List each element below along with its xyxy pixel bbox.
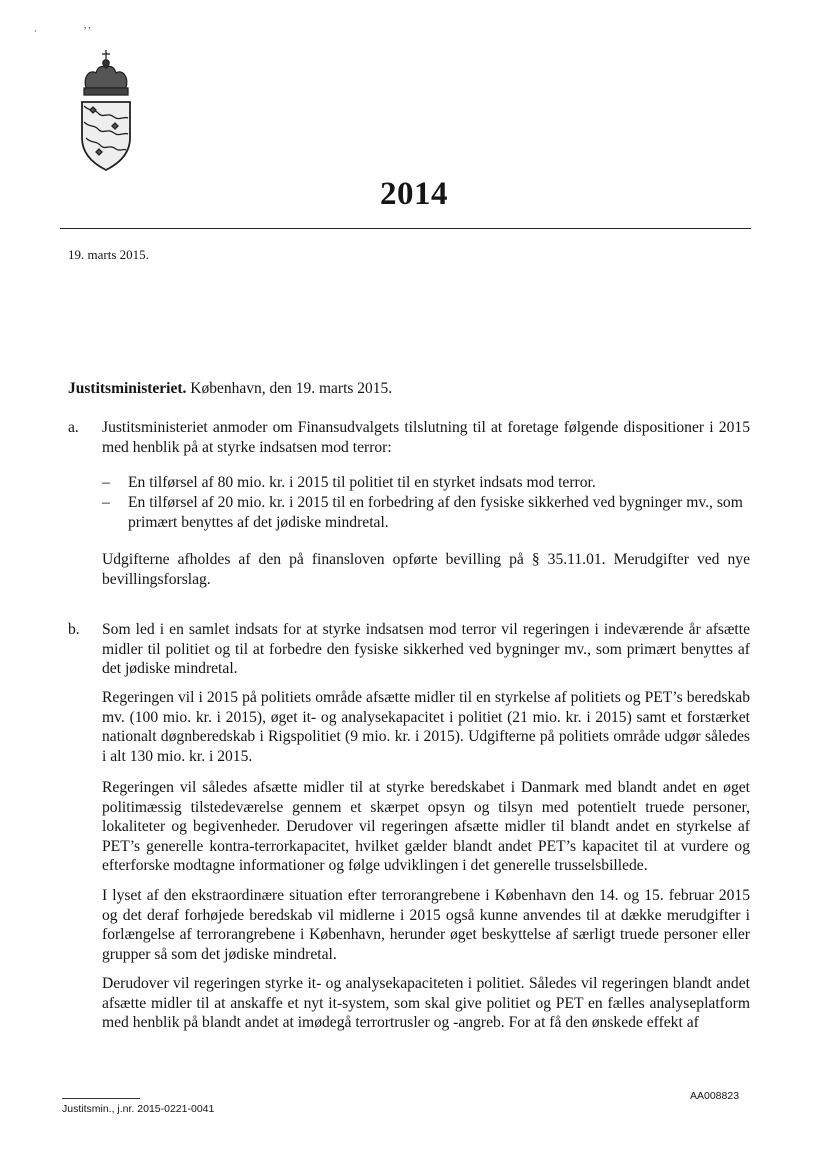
- section-a-intro: Justitsministeriet anmoder om Finansudvalgets tilslutning til at foretage følgende dispositioner i 2015 med henblik på at styrke indsatsen mod terror:: [102, 419, 750, 456]
- section-b-paragraph: Derudover vil regeringen styrke it- og analysekapaciteten i politiet. Således vil regeringen blandt andet afsætte midler til at anskaffe et nyt it-system, som skal give politiet og PET en fælles analyseplatform med henblik på blandt andet at imødegå terrortrusler og -angreb. For at få den ønskede effekt af: [102, 975, 750, 1031]
- bullet-dash: –: [102, 494, 110, 511]
- section-b-paragraph: Regeringen vil i 2015 på politiets område afsætte midler til en styrkelse af politiets og PET’s beredskab mv. (100 mio. kr. i 2015), øget it- og analysekapacitet i politiet (21 mio. kr. i 2015) samt et forstærket nationalt døgnberedskab i Rigspolitiet (9 mio. kr. i 2015). Udgifterne på politiets område udgør således i alt 130 mio. kr. i 2015.: [102, 689, 750, 765]
- document-date: 19. marts 2015.: [68, 247, 149, 262]
- section-a-funding: Udgifterne afholdes af den på finansloven opførte bevilling på § 35.11.01. Merudgifter ved nye bevillingsforslag.: [102, 551, 750, 588]
- footer-reference: Justitsmin., j.nr. 2015-0221-0041: [62, 1103, 215, 1115]
- ministry-line: [68, 380, 392, 398]
- coat-of-arms-icon: [72, 46, 140, 174]
- document-number: 2014: [380, 176, 448, 212]
- scan-speck: , ,: [84, 20, 91, 30]
- ministry-name: Justitsministeriet.: [68, 380, 187, 397]
- bullet-item: En tilførsel af 80 mio. kr. i 2015 til politiet til en styrket indsats mod terror.: [128, 474, 596, 491]
- scan-speck: ·: [34, 26, 37, 36]
- footer-divider: [62, 1098, 140, 1099]
- section-b-paragraph: I lyset af den ekstraordinære situation efter terrorangrebene i København den 14. og 15. februar 2015 og det deraf forhøjede beredskab vil midlerne i 2015 også kunne anvendes til at dække merudgifter i forlængelse af terrorangrebene i København, herunder øget beskyttelse af særligt truede personer eller grupper så som det jødiske mindretal.: [102, 887, 750, 963]
- bullet-item: En tilførsel af 20 mio. kr. i 2015 til en forbedring af den fysiske sikkerhed ved bygninger mv., som primært benyttes af det jødiske mindretal.: [128, 494, 743, 531]
- header-divider: [60, 228, 751, 229]
- archive-code: AA008823: [690, 1090, 740, 1102]
- section-b-marker: b.: [68, 621, 80, 638]
- section-a-marker: a.: [68, 419, 79, 436]
- bullet-dash: –: [102, 474, 110, 491]
- section-b-paragraph: Regeringen vil således afsætte midler til at styrke beredskabet i Danmark med blandt andet en øget politimæssig tilstedeværelse gennem et skærpet opsyn og tilsyn med potentielt truede personer, lokaliteter og begivenheder. Derudover vil regeringen afsætte midler til blandt andet en styrkelse af PET’s generelle kontra-terrorkapacitet, hvilket gælder blandt andet PET’s kapacitet til at vurdere og efterforske modtagne informationer og følge udviklingen i det generelle trusselsbillede.: [102, 779, 750, 874]
- place-date: København, den 19. marts 2015.: [190, 380, 393, 397]
- section-b-paragraph: Som led i en samlet indsats for at styrke indsatsen mod terror vil regeringen i indeværende år afsætte midler til politiet og til at forbedre den fysiske sikkerhed ved bygninger mv., som primært benyttes af det jødiske mindretal.: [102, 621, 750, 677]
